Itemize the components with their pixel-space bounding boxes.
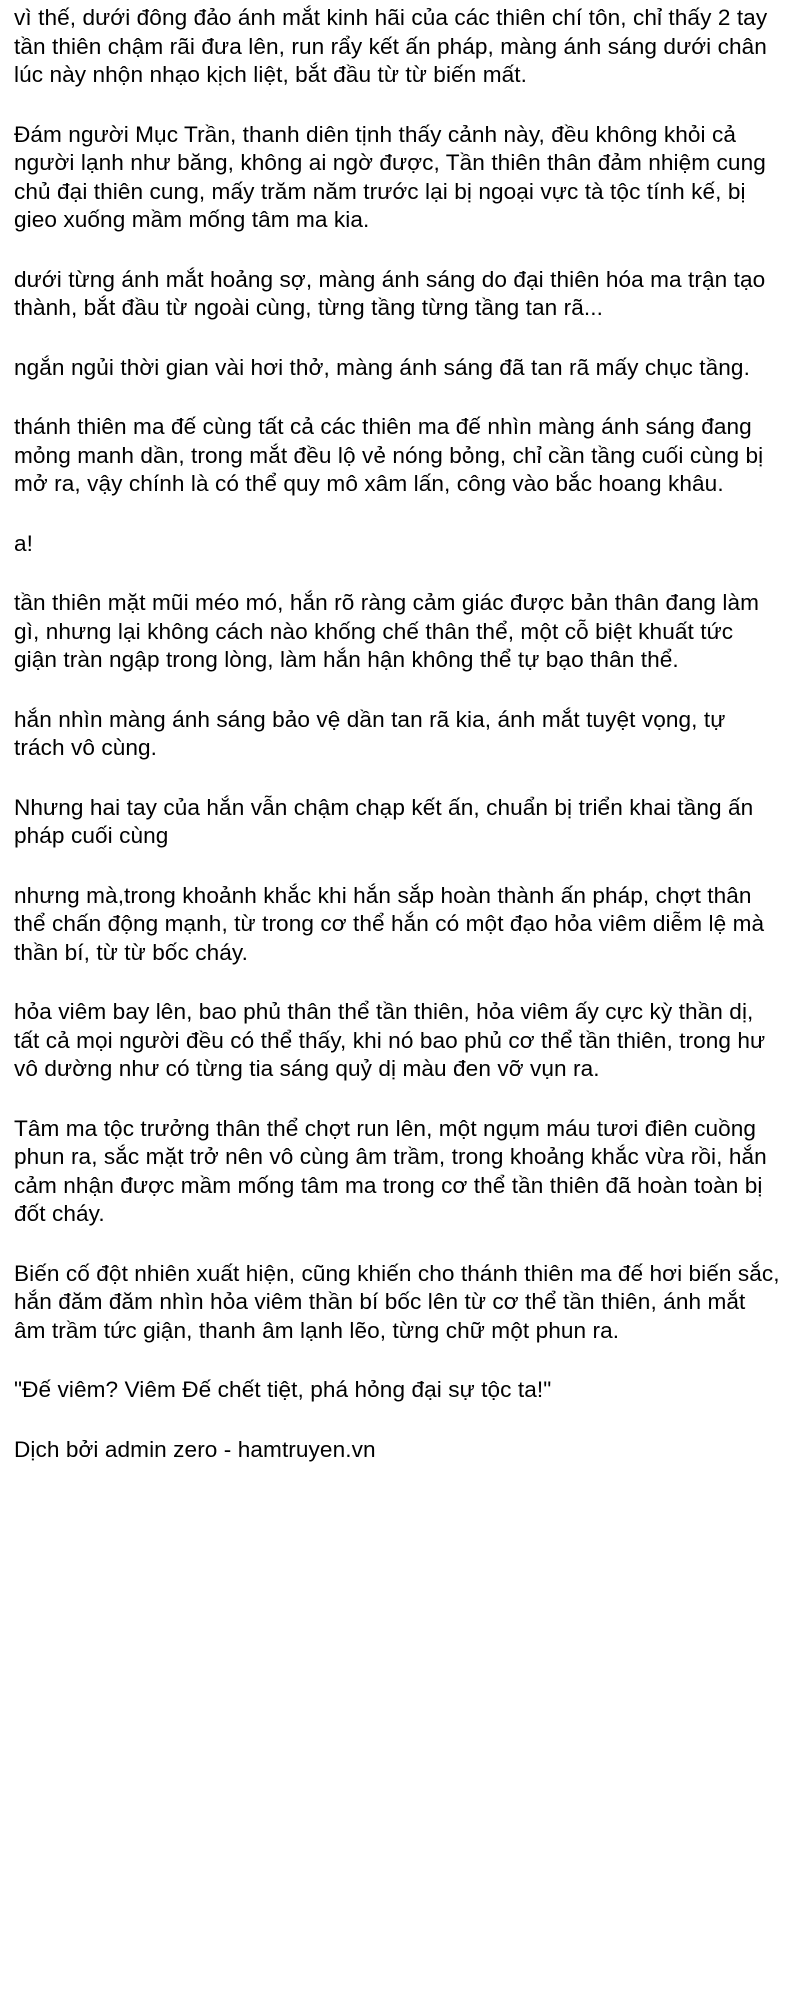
- paragraph: a!: [14, 530, 34, 556]
- paragraph: Biến cố đột nhiên xuất hiện, cũng khiến cho thánh thiên ma đế hơi biến sắc, hắn đăm đăm nhìn hỏa viêm thần bí bốc lên từ cơ thể tần thiên, ánh mắt âm trầm tức giận, thanh âm lạnh lẽo, từng chữ một phun ra.: [14, 1260, 780, 1343]
- paragraph: "Đế viêm? Viêm Đế chết tiệt, phá hỏng đại sự tộc ta!": [14, 1377, 552, 1402]
- paragraph: hắn nhìn màng ánh sáng bảo vệ dần tan rã kia, ánh mắt tuyệt vọng, tự trách vô cùng.: [14, 706, 726, 760]
- paragraph: dưới từng ánh mắt hoảng sợ, màng ánh sáng do đại thiên hóa ma trận tạo thành, bắt đầu từ ngoài cùng, từng tầng từng tầng tan rã...: [14, 266, 766, 320]
- paragraph: tần thiên mặt mũi méo mó, hắn rõ ràng cảm giác được bản thân đang làm gì, nhưng lại không cách nào khống chế thân thể, một cỗ biệt khuất tức giận tràn ngập trong lòng, làm hắn hận không thể tự bạo thân thể.: [14, 590, 760, 672]
- paragraph: vì thế, dưới đông đảo ánh mắt kinh hãi của các thiên chí tôn, chỉ thấy 2 tay tần thiên chậm rãi đưa lên, run rẩy kết ấn pháp, màng ánh sáng dưới chân lúc này nhộn nhạo kịch liệt, bắt đầu từ từ biến mất.: [14, 5, 768, 87]
- paragraph: Nhưng hai tay của hắn vẫn chậm chạp kết ấn, chuẩn bị triển khai tầng ấn pháp cuối cùng: [14, 794, 754, 848]
- paragraph: Đám người Mục Trần, thanh diên tịnh thấy cảnh này, đều không khỏi cả người lạnh như băng, không ai ngờ được, Tần thiên thân đảm nhiệm cung chủ đại thiên cung, mấy trăm năm trước lại bị ngoại vực tà tộc tính kế, bị gieo xuống mầm mống tâm ma kia.: [14, 121, 766, 232]
- translator-credit: Dịch bởi admin zero - hamtruyen.vn: [14, 1436, 376, 1462]
- paragraph: hỏa viêm bay lên, bao phủ thân thể tần thiên, hỏa viêm ấy cực kỳ thần dị, tất cả mọi người đều có thể thấy, khi nó bao phủ cơ thể tần thiên, trong hư vô dường như có từng tia sáng quỷ dị màu đen vỡ vụn ra.: [14, 999, 766, 1081]
- paragraph: thánh thiên ma đế cùng tất cả các thiên ma đế nhìn màng ánh sáng đang mỏng manh dần, trong mắt đều lộ vẻ nóng bỏng, chỉ cần tầng cuối cùng bị mở ra, vậy chính là có thể quy mô xâm lấn, công vào bắc hoang khâu.: [14, 414, 764, 496]
- paragraph: ngắn ngủi thời gian vài hơi thở, màng ánh sáng đã tan rã mấy chục tầng.: [14, 354, 750, 380]
- paragraph: nhưng mà,trong khoảnh khắc khi hắn sắp hoàn thành ấn pháp, chợt thân thể chấn động mạnh, từ trong cơ thể hắn có một đạo hỏa viêm diễm lệ mà thần bí, từ từ bốc cháy.: [14, 882, 765, 965]
- paragraph: Tâm ma tộc trưởng thân thể chợt run lên, một ngụm máu tươi điên cuồng phun ra, sắc mặt trở nên vô cùng âm trầm, trong khoảng khắc vừa rồi, hắn cảm nhận được mầm mống tâm ma trong cơ thể tần thiên đã hoàn toàn bị đốt cháy.: [14, 1115, 767, 1226]
- chapter-text: [14, 4, 782, 1464]
